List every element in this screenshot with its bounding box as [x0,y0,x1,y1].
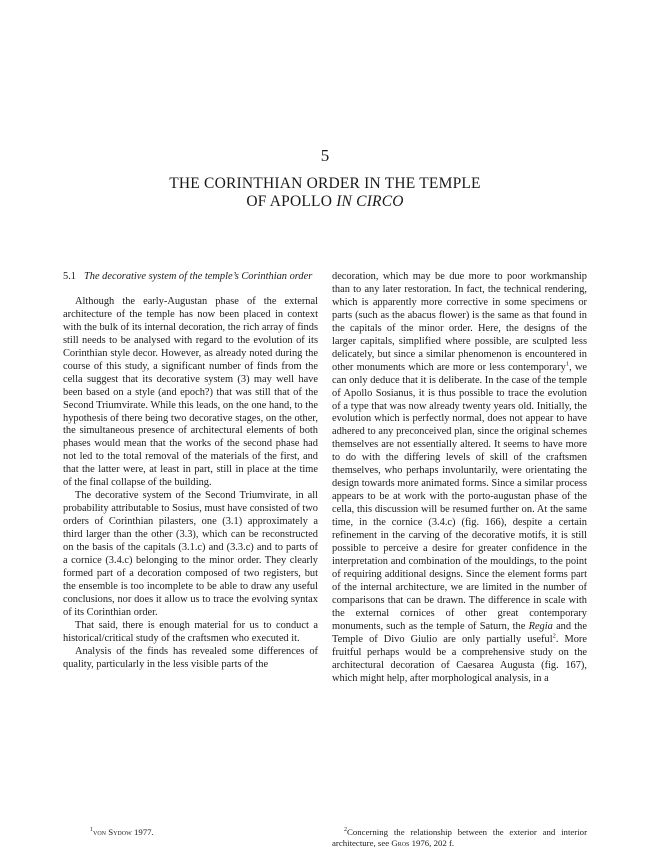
footnote-1 [90,827,310,838]
footnote-2-text-a: Concerning the relationship between the exterior and interior architecture, see [332,827,587,848]
footnote-2-mark: 2 [344,827,347,834]
text-run-1: decoration, which may be due more to poor workmanship than to any later restoration. In fact, the technical rendering, which is apparently more corrective in some specimens or parts (such as the abacus flower) is the same as that found in the capitals of the minor order. Here, the designs of the larger capitals, simplified where possible, are sculpted less delicately, but since a similar phenomenon is encountered in other monuments which are more or less contemporary [332,271,587,373]
text-run-3: and the Temple of Divo Giulio are only partially useful [332,620,587,645]
footnote-1-mark: 1 [90,827,93,834]
section-heading [63,271,318,284]
paragraph-2: The decorative system of the Second Triumvirate, in all probability attributable to Sosius, must have consisted of two orders of Corinthian pilasters, one (3.1) approximately a third larger than the other (3.3), which can be reconstructed on the basis of the capitals (3.1.c) and (3.3.c) and to parts of a cornice (3.4.c) belonging to the minor order. They clearly formed part of a decoration composed of two registers, but the ensemble is too incomplete to be able to draw any useful conclusions, nor does it allow us to trace the evolving syntax of its Corinthian order. [63,490,318,618]
left-column [63,271,318,672]
section-number: 5.1 [63,271,76,282]
paragraph-1: Although the early-Augustan phase of the external architecture of the temple has now been placed in context with the bulk of its internal decoration, the rich array of finds still needs to be analysed with regard to the evolution of its Corinthian style decor. However, as already noted during the course of this study, a significant number of finds from the cella suggest that its decorative system (3) may well have been based on a style (and epoch?) that was still that of the Second Triumvirate. While this leads, on the one hand, to the hypothesis of there being two decorative stages, on the other, the simultaneous presence of architectural elements of both phases would mean that the works of the second phase had not led to the total removal of the materials of the first, and that the latter were, at least in part, still in place at the time of the final collapse of the building. [63,295,318,489]
section-title: The decorative system of the temple’s Corinthian order [84,271,313,282]
footnote-ref-2[interactable]: 2 [552,632,556,640]
chapter-title-italic: IN CIRCO [336,193,404,210]
footnote-1-text: von Sydow 1977. [93,827,154,837]
chapter-title [0,175,650,211]
chapter-number: 5 [320,146,330,165]
footnote-2-body [332,827,587,849]
chapter-title-line-1: THE CORINTHIAN ORDER IN THE TEMPLE [169,175,481,192]
paragraph-continued [332,271,587,686]
footnote-ref-1[interactable]: 1 [565,360,570,368]
text-run-4: . More fruitful perhaps would be a comprehensive study on the architectural decoration of Caesarea Augusta (fig. 167), which might help, after morphological analysis, in a [332,633,588,684]
footnote-2-author: Gros [391,838,410,848]
footnote-2-text-b: 1976, 202 f. [409,838,455,848]
paragraph-3: That said, there is enough material for us to conduct a historical/critical study of the craftsmen who executed it. [63,619,318,644]
text-run-2: , we can only deduce that it is deliberate. In the case of the temple of Apollo Sosianus, it is thus possible to trace the evolution of a type that was now already twenty years old. Initially, the evolution which is perfectly normal, does not appear to have adhered to any preconceived plan, since the original schemes themselves are not essentially altered. It seems to have more to do with the differing levels of skill of the craftsmen themselves, who perhaps involuntarily, were orientating the design towards more animated forms. Since a similar process appears to be at work with the porto-augustan phase of the cella, this discussion will be resumed further on. At the same time, in the cornice (3.4.c) (fig. 166), despite a certain refinement in the carving of the decorative motifs, it is still possible to perceive a desire for greater confidence in the interpretation and combination of the mouldings, to the point of requiring additional designs. Since the element forms part of the internal architecture, we are limited in the number of comparisons that can be drawn. The difference in scale with the external cornices of other great contemporary monuments, such as the temple of Saturn, the [332,361,588,632]
chapter-title-line-2 [0,193,650,211]
footnote-2 [332,827,587,849]
chapter-title-prefix: OF APOLLO [246,193,337,210]
paragraph-4: Analysis of the finds has revealed some differences of quality, particularly in the less visible parts of the [63,645,318,670]
regia-italic: Regia [528,620,553,632]
right-column [332,271,587,686]
